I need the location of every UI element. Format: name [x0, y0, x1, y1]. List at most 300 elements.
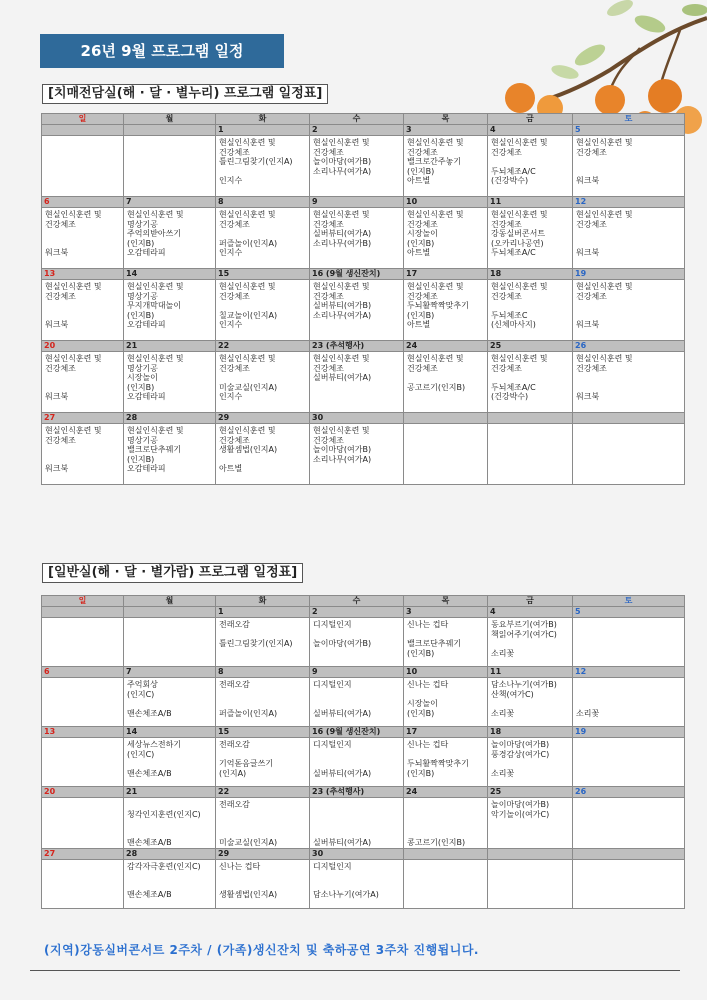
- date-number: 21: [124, 787, 216, 798]
- program-item: 풍경감상(여가C): [491, 749, 550, 759]
- program-item: [219, 750, 307, 760]
- program-item: [491, 639, 570, 649]
- program-item: 현실인식훈련 및: [219, 210, 276, 219]
- program-item: [219, 871, 307, 881]
- date-number: 25: [488, 341, 573, 352]
- program-item: [45, 373, 121, 383]
- day-header: 토: [573, 596, 685, 607]
- program-item: 인지수: [219, 392, 243, 401]
- program-item: 퍼즐놀이(인지A): [219, 238, 278, 248]
- date-number: 23 (추석행사): [310, 341, 404, 352]
- day-header: 목: [404, 114, 488, 125]
- program-item: [45, 239, 121, 249]
- program-item: 두뇌체조A/C: [491, 248, 536, 257]
- program-item: (인지A): [219, 768, 247, 778]
- program-item: 미술교실(인지A): [219, 382, 278, 392]
- program-item: [407, 750, 485, 760]
- program-item: 워크북: [45, 464, 69, 473]
- day-header: 금: [488, 596, 573, 607]
- schedule-cell: [42, 280, 124, 341]
- program-item: 현실인식훈련 및: [313, 282, 370, 291]
- date-number: 6: [42, 667, 124, 678]
- program-item: [313, 750, 401, 760]
- program-item: [45, 229, 121, 239]
- schedule-cell: [310, 678, 404, 727]
- program-item: 건강체조: [219, 363, 250, 373]
- program-item: 신나는 컵타: [219, 861, 261, 871]
- schedule-cell: [488, 738, 573, 787]
- schedule-cell: [124, 859, 216, 908]
- program-item: 실버뷰티(여가A): [313, 838, 372, 847]
- program-item: [576, 301, 682, 311]
- schedule-cell: [404, 618, 488, 667]
- program-item: 건강체조: [407, 219, 438, 229]
- date-number: [573, 848, 685, 859]
- date-number: 25: [488, 787, 573, 798]
- program-item: [127, 871, 213, 881]
- program-item: 워크북: [45, 248, 69, 257]
- program-item: 명상기공: [127, 291, 158, 301]
- dementia-schedule-title: [치매전담실(해 · 달 · 별누리) 프로그램 일정표]: [42, 84, 328, 104]
- program-item: 두뇌활짝짝맞추기: [407, 759, 469, 768]
- date-number: [42, 125, 124, 136]
- date-number: 19: [573, 727, 685, 738]
- program-item: 건강체조: [313, 291, 344, 301]
- program-item: 현실인식훈련 및: [491, 282, 548, 291]
- program-item: 현실인식훈련 및: [45, 210, 102, 219]
- day-header: 월: [124, 114, 216, 125]
- program-item: 워크북: [576, 248, 600, 257]
- program-item: 현실인식훈련 및: [576, 210, 633, 219]
- dementia-schedule-table: [41, 113, 685, 485]
- program-item: 건강체조: [45, 291, 76, 301]
- program-item: (인지C): [127, 689, 155, 699]
- program-item: 현실인식훈련 및: [127, 426, 184, 435]
- schedule-cell: [488, 280, 573, 341]
- schedule-cell: [573, 424, 685, 485]
- program-item: 생활셈법(인지A): [219, 445, 278, 454]
- program-item: 건강체조: [491, 291, 522, 301]
- date-number: [573, 413, 685, 424]
- schedule-cell: [310, 136, 404, 197]
- program-item: 현실인식훈련 및: [407, 354, 464, 363]
- program-item: 명상기공: [127, 363, 158, 373]
- program-item: 건강체조: [407, 147, 438, 157]
- schedule-cell: [216, 738, 310, 787]
- program-item: 청각인지훈련(인지C): [127, 809, 201, 819]
- program-item: [45, 445, 121, 455]
- date-number: 19: [573, 269, 685, 280]
- date-number: 13: [42, 269, 124, 280]
- program-item: 디지털인지: [313, 620, 352, 629]
- date-number: 24: [404, 787, 488, 798]
- schedule-cell: [488, 678, 573, 727]
- date-number: 10: [404, 197, 488, 208]
- program-item: 현실인식훈련 및: [313, 426, 370, 435]
- program-item: [576, 167, 682, 177]
- program-item: [219, 829, 307, 839]
- program-item: [219, 167, 307, 177]
- schedule-cell: [310, 424, 404, 485]
- program-item: 건강체조: [219, 147, 250, 157]
- schedule-cell: [42, 798, 124, 849]
- schedule-cell: [42, 424, 124, 485]
- program-item: [313, 871, 401, 881]
- date-number: 3: [404, 125, 488, 136]
- day-header: 금: [488, 114, 573, 125]
- program-item: 현실인식훈련 및: [407, 282, 464, 291]
- program-item: 건강체조: [491, 219, 522, 229]
- schedule-cell: [124, 618, 216, 667]
- date-number: [488, 848, 573, 859]
- program-item: 악기놀이(여가C): [491, 809, 550, 819]
- date-number: 9: [310, 667, 404, 678]
- program-item: 콩고르기(인지B): [407, 838, 466, 847]
- program-item: [576, 229, 682, 239]
- program-item: 책읽어주기(여가C): [491, 629, 557, 639]
- program-item: [313, 690, 401, 700]
- program-item: 현실인식훈련 및: [219, 426, 276, 435]
- program-item: 놀이마당(여가B): [491, 800, 550, 809]
- date-number: 5: [573, 125, 685, 136]
- date-number: 26: [573, 341, 685, 352]
- date-number: 23 (추석행사): [310, 787, 404, 798]
- program-item: 신나는 컵타: [407, 620, 449, 629]
- program-item: 디지털인지: [313, 861, 352, 871]
- program-item: 강동실버콘서트: [491, 229, 546, 238]
- program-item: 실버뷰티(여가B): [313, 301, 372, 310]
- schedule-cell: [310, 798, 404, 849]
- program-item: 두뇌체조A/C: [491, 166, 536, 176]
- program-item: 놀이마당(여가B): [313, 445, 372, 454]
- program-item: 현실인식훈련 및: [576, 138, 633, 147]
- date-number: 8: [216, 667, 310, 678]
- date-number: [42, 607, 124, 618]
- program-item: [576, 157, 682, 167]
- program-item: (오카리나공연): [491, 238, 544, 248]
- program-item: 전래오감: [219, 740, 250, 749]
- program-item: [127, 881, 213, 891]
- program-item: 건강체조: [313, 435, 344, 445]
- schedule-cell: [42, 208, 124, 269]
- program-item: 현실인식훈련 및: [313, 210, 370, 219]
- date-number: 18: [488, 727, 573, 738]
- program-item: 현실인식훈련 및: [45, 426, 102, 435]
- program-item: (인지B): [407, 708, 435, 718]
- program-item: [576, 239, 682, 249]
- program-item: [313, 800, 401, 810]
- program-item: 놀이마당(여가B): [313, 157, 372, 166]
- date-number: 27: [42, 848, 124, 859]
- schedule-cell: [310, 618, 404, 667]
- program-item: [45, 301, 121, 311]
- program-item: [407, 373, 485, 383]
- schedule-cell: [124, 208, 216, 269]
- schedule-cell: [124, 352, 216, 413]
- date-number: 15: [216, 727, 310, 738]
- date-number: 1: [216, 125, 310, 136]
- program-item: [219, 881, 307, 891]
- schedule-cell: [42, 136, 124, 197]
- program-item: 퍼즐놀이(인지A): [219, 708, 278, 718]
- schedule-cell: [488, 208, 573, 269]
- program-item: (인지B): [407, 310, 435, 320]
- program-item: 오감테라피: [127, 464, 166, 473]
- date-number: [488, 413, 573, 424]
- program-item: [313, 759, 401, 769]
- program-item: [127, 699, 213, 709]
- program-item: 두뇌활짝짝맞추기: [407, 301, 469, 310]
- program-item: 담소나누기(여가B): [491, 680, 557, 689]
- program-item: [127, 819, 213, 829]
- schedule-cell: [310, 859, 404, 908]
- schedule-cell: [573, 738, 685, 787]
- date-number: 28: [124, 848, 216, 859]
- program-item: 건강체조: [407, 291, 438, 301]
- program-item: [491, 759, 570, 769]
- date-number: 7: [124, 667, 216, 678]
- schedule-cell: [216, 618, 310, 667]
- program-item: [313, 810, 401, 820]
- program-item: 맨손체조A/B: [127, 890, 172, 899]
- date-number: 20: [42, 341, 124, 352]
- program-item: [576, 373, 682, 383]
- program-item: 실버뷰티(여가A): [313, 229, 372, 238]
- date-number: 12: [573, 667, 685, 678]
- program-item: 오감테라피: [127, 248, 166, 257]
- program-item: [219, 630, 307, 640]
- program-item: [491, 699, 570, 709]
- schedule-cell: [404, 859, 488, 908]
- schedule-cell: [488, 859, 573, 908]
- date-number: 10: [404, 667, 488, 678]
- program-item: 현실인식훈련 및: [219, 138, 276, 147]
- date-number: 6: [42, 197, 124, 208]
- program-item: [127, 759, 213, 769]
- date-number: 18: [488, 269, 573, 280]
- program-item: 건강체조: [576, 147, 607, 157]
- date-number: 22: [216, 341, 310, 352]
- program-item: 명상기공: [127, 435, 158, 445]
- program-item: [219, 229, 307, 239]
- schedule-cell: [488, 798, 573, 849]
- program-item: 기억돋음글쓰기: [219, 759, 274, 768]
- date-number: 2: [310, 125, 404, 136]
- program-item: (인지B): [127, 238, 155, 248]
- program-item: [407, 630, 485, 640]
- program-item: 두뇌체조C: [491, 310, 528, 320]
- date-number: 16 (9월 생신잔치): [310, 727, 404, 738]
- program-item: 전래오감: [219, 800, 250, 809]
- program-item: 공고르기(인지B): [407, 382, 466, 392]
- schedule-cell: [573, 136, 685, 197]
- program-item: 아트별: [407, 320, 431, 329]
- program-item: 틀린그림찾기(인지A): [219, 157, 293, 166]
- program-item: 워크북: [576, 320, 600, 329]
- program-item: 시장놀이: [407, 229, 438, 238]
- date-number: [404, 848, 488, 859]
- schedule-cell: [404, 136, 488, 197]
- program-item: [313, 819, 401, 829]
- day-header: 수: [310, 114, 404, 125]
- program-item: (인지B): [407, 238, 435, 248]
- schedule-cell: [404, 280, 488, 341]
- program-item: 전래오감: [219, 680, 250, 689]
- schedule-cell: [124, 424, 216, 485]
- program-item: 미술교실(인지A): [219, 838, 278, 847]
- schedule-cell: [573, 208, 685, 269]
- date-number: 14: [124, 269, 216, 280]
- day-header: 토: [573, 114, 685, 125]
- date-number: 22: [216, 787, 310, 798]
- program-item: 현실인식훈련 및: [313, 354, 370, 363]
- day-header: 수: [310, 596, 404, 607]
- schedule-cell: [488, 424, 573, 485]
- general-schedule-table: [41, 595, 685, 909]
- program-item: [45, 455, 121, 465]
- program-item: 두뇌체조A/C: [491, 382, 536, 392]
- program-item: 건강체조: [491, 363, 522, 373]
- program-item: [491, 373, 570, 383]
- program-item: 주억의받아쓰기: [127, 229, 182, 238]
- program-item: 소리나무(여가A): [313, 454, 372, 464]
- program-item: [219, 690, 307, 700]
- page-title: 26년 9월 프로그램 일정: [40, 34, 284, 68]
- program-item: 전래오감: [219, 620, 250, 629]
- program-item: 소리꽃: [576, 708, 600, 718]
- schedule-cell: [42, 859, 124, 908]
- schedule-cell: [216, 424, 310, 485]
- program-item: 밸크로단추꿰기: [407, 639, 462, 648]
- program-item: 맨손체조A/B: [127, 838, 172, 847]
- program-item: 밸크로단추꿰기: [127, 445, 182, 454]
- program-item: [491, 157, 570, 167]
- date-number: 28: [124, 413, 216, 424]
- date-number: 8: [216, 197, 310, 208]
- program-item: 건강체조: [219, 219, 250, 229]
- program-item: [45, 383, 121, 393]
- program-item: 감각자극훈련(인지C): [127, 861, 201, 871]
- program-item: (인지C): [127, 749, 155, 759]
- date-number: 5: [573, 607, 685, 618]
- program-item: 실버뷰티(여가A): [313, 373, 372, 382]
- program-item: 건강체조: [219, 435, 250, 445]
- program-item: 건강체조: [576, 291, 607, 301]
- program-item: 오감테라피: [127, 320, 166, 329]
- program-item: [219, 810, 307, 820]
- program-item: [219, 373, 307, 383]
- date-number: 11: [488, 197, 573, 208]
- program-item: 놀이마당(여가B): [313, 639, 372, 648]
- program-item: 명상기공: [127, 219, 158, 229]
- program-item: 소리꽃: [491, 648, 515, 658]
- schedule-cell: [124, 738, 216, 787]
- schedule-cell: [404, 208, 488, 269]
- program-item: [576, 311, 682, 321]
- schedule-cell: [124, 798, 216, 849]
- program-item: (건강박수): [491, 176, 529, 185]
- program-item: 산책(여가C): [491, 689, 534, 699]
- footer-note: (지역)강동실버콘서트 2주차 / (가족)생신잔치 및 축하공연 3주차 진행됩니다.: [44, 943, 479, 957]
- program-item: [491, 301, 570, 311]
- program-item: [407, 810, 485, 820]
- date-number: 29: [216, 413, 310, 424]
- program-item: 현실인식훈련 및: [219, 354, 276, 363]
- date-number: 30: [310, 413, 404, 424]
- program-item: 워크북: [45, 320, 69, 329]
- program-item: [313, 383, 401, 393]
- program-item: 소리나무(여가A): [313, 310, 372, 320]
- schedule-cell: [404, 424, 488, 485]
- program-item: 현실인식훈련 및: [407, 138, 464, 147]
- schedule-cell: [310, 738, 404, 787]
- date-number: [124, 125, 216, 136]
- program-item: [127, 829, 213, 839]
- schedule-cell: [216, 136, 310, 197]
- program-item: 소리나무(여가B): [313, 238, 372, 248]
- program-item: 현실인식훈련 및: [127, 282, 184, 291]
- program-item: [127, 800, 213, 810]
- program-item: 워크북: [576, 176, 600, 185]
- program-item: 현실인식훈련 및: [491, 138, 548, 147]
- program-item: [219, 455, 307, 465]
- program-item: (인지B): [127, 310, 155, 320]
- program-item: 건강체조: [407, 363, 438, 373]
- date-number: 3: [404, 607, 488, 618]
- program-item: 건강체조: [491, 147, 522, 157]
- date-number: 24: [404, 341, 488, 352]
- program-item: (인지B): [127, 382, 155, 392]
- schedule-cell: [216, 208, 310, 269]
- program-item: 오감테라피: [127, 392, 166, 401]
- program-item: 아트별: [219, 464, 243, 473]
- schedule-cell: [573, 859, 685, 908]
- program-item: 건강체조: [576, 363, 607, 373]
- date-number: 30: [310, 848, 404, 859]
- schedule-cell: [404, 352, 488, 413]
- program-item: 현실인식훈련 및: [313, 138, 370, 147]
- program-item: [576, 383, 682, 393]
- date-number: 4: [488, 125, 573, 136]
- program-item: 신나는 컵타: [407, 680, 449, 689]
- program-item: 신나는 컵타: [407, 740, 449, 749]
- day-header: 일: [42, 596, 124, 607]
- bottom-divider: [30, 970, 680, 971]
- program-item: (인지B): [407, 768, 435, 778]
- program-item: [313, 630, 401, 640]
- schedule-cell: [216, 352, 310, 413]
- date-number: 16 (9월 생신잔치): [310, 269, 404, 280]
- program-item: 시장놀이: [407, 699, 438, 708]
- schedule-cell: [573, 798, 685, 849]
- program-item: [407, 819, 485, 829]
- schedule-cell: [310, 280, 404, 341]
- program-item: [407, 690, 485, 700]
- date-number: 13: [42, 727, 124, 738]
- date-number: 12: [573, 197, 685, 208]
- program-item: (건강박수): [491, 392, 529, 401]
- program-item: 소리꽃: [491, 708, 515, 718]
- program-item: 건강체조: [313, 147, 344, 157]
- program-item: 아트별: [407, 176, 431, 185]
- program-item: [407, 800, 485, 810]
- date-number: 26: [573, 787, 685, 798]
- schedule-cell: [404, 678, 488, 727]
- schedule-cell: [404, 738, 488, 787]
- date-number: [124, 607, 216, 618]
- program-item: (인지B): [407, 648, 435, 658]
- schedule-cell: [216, 280, 310, 341]
